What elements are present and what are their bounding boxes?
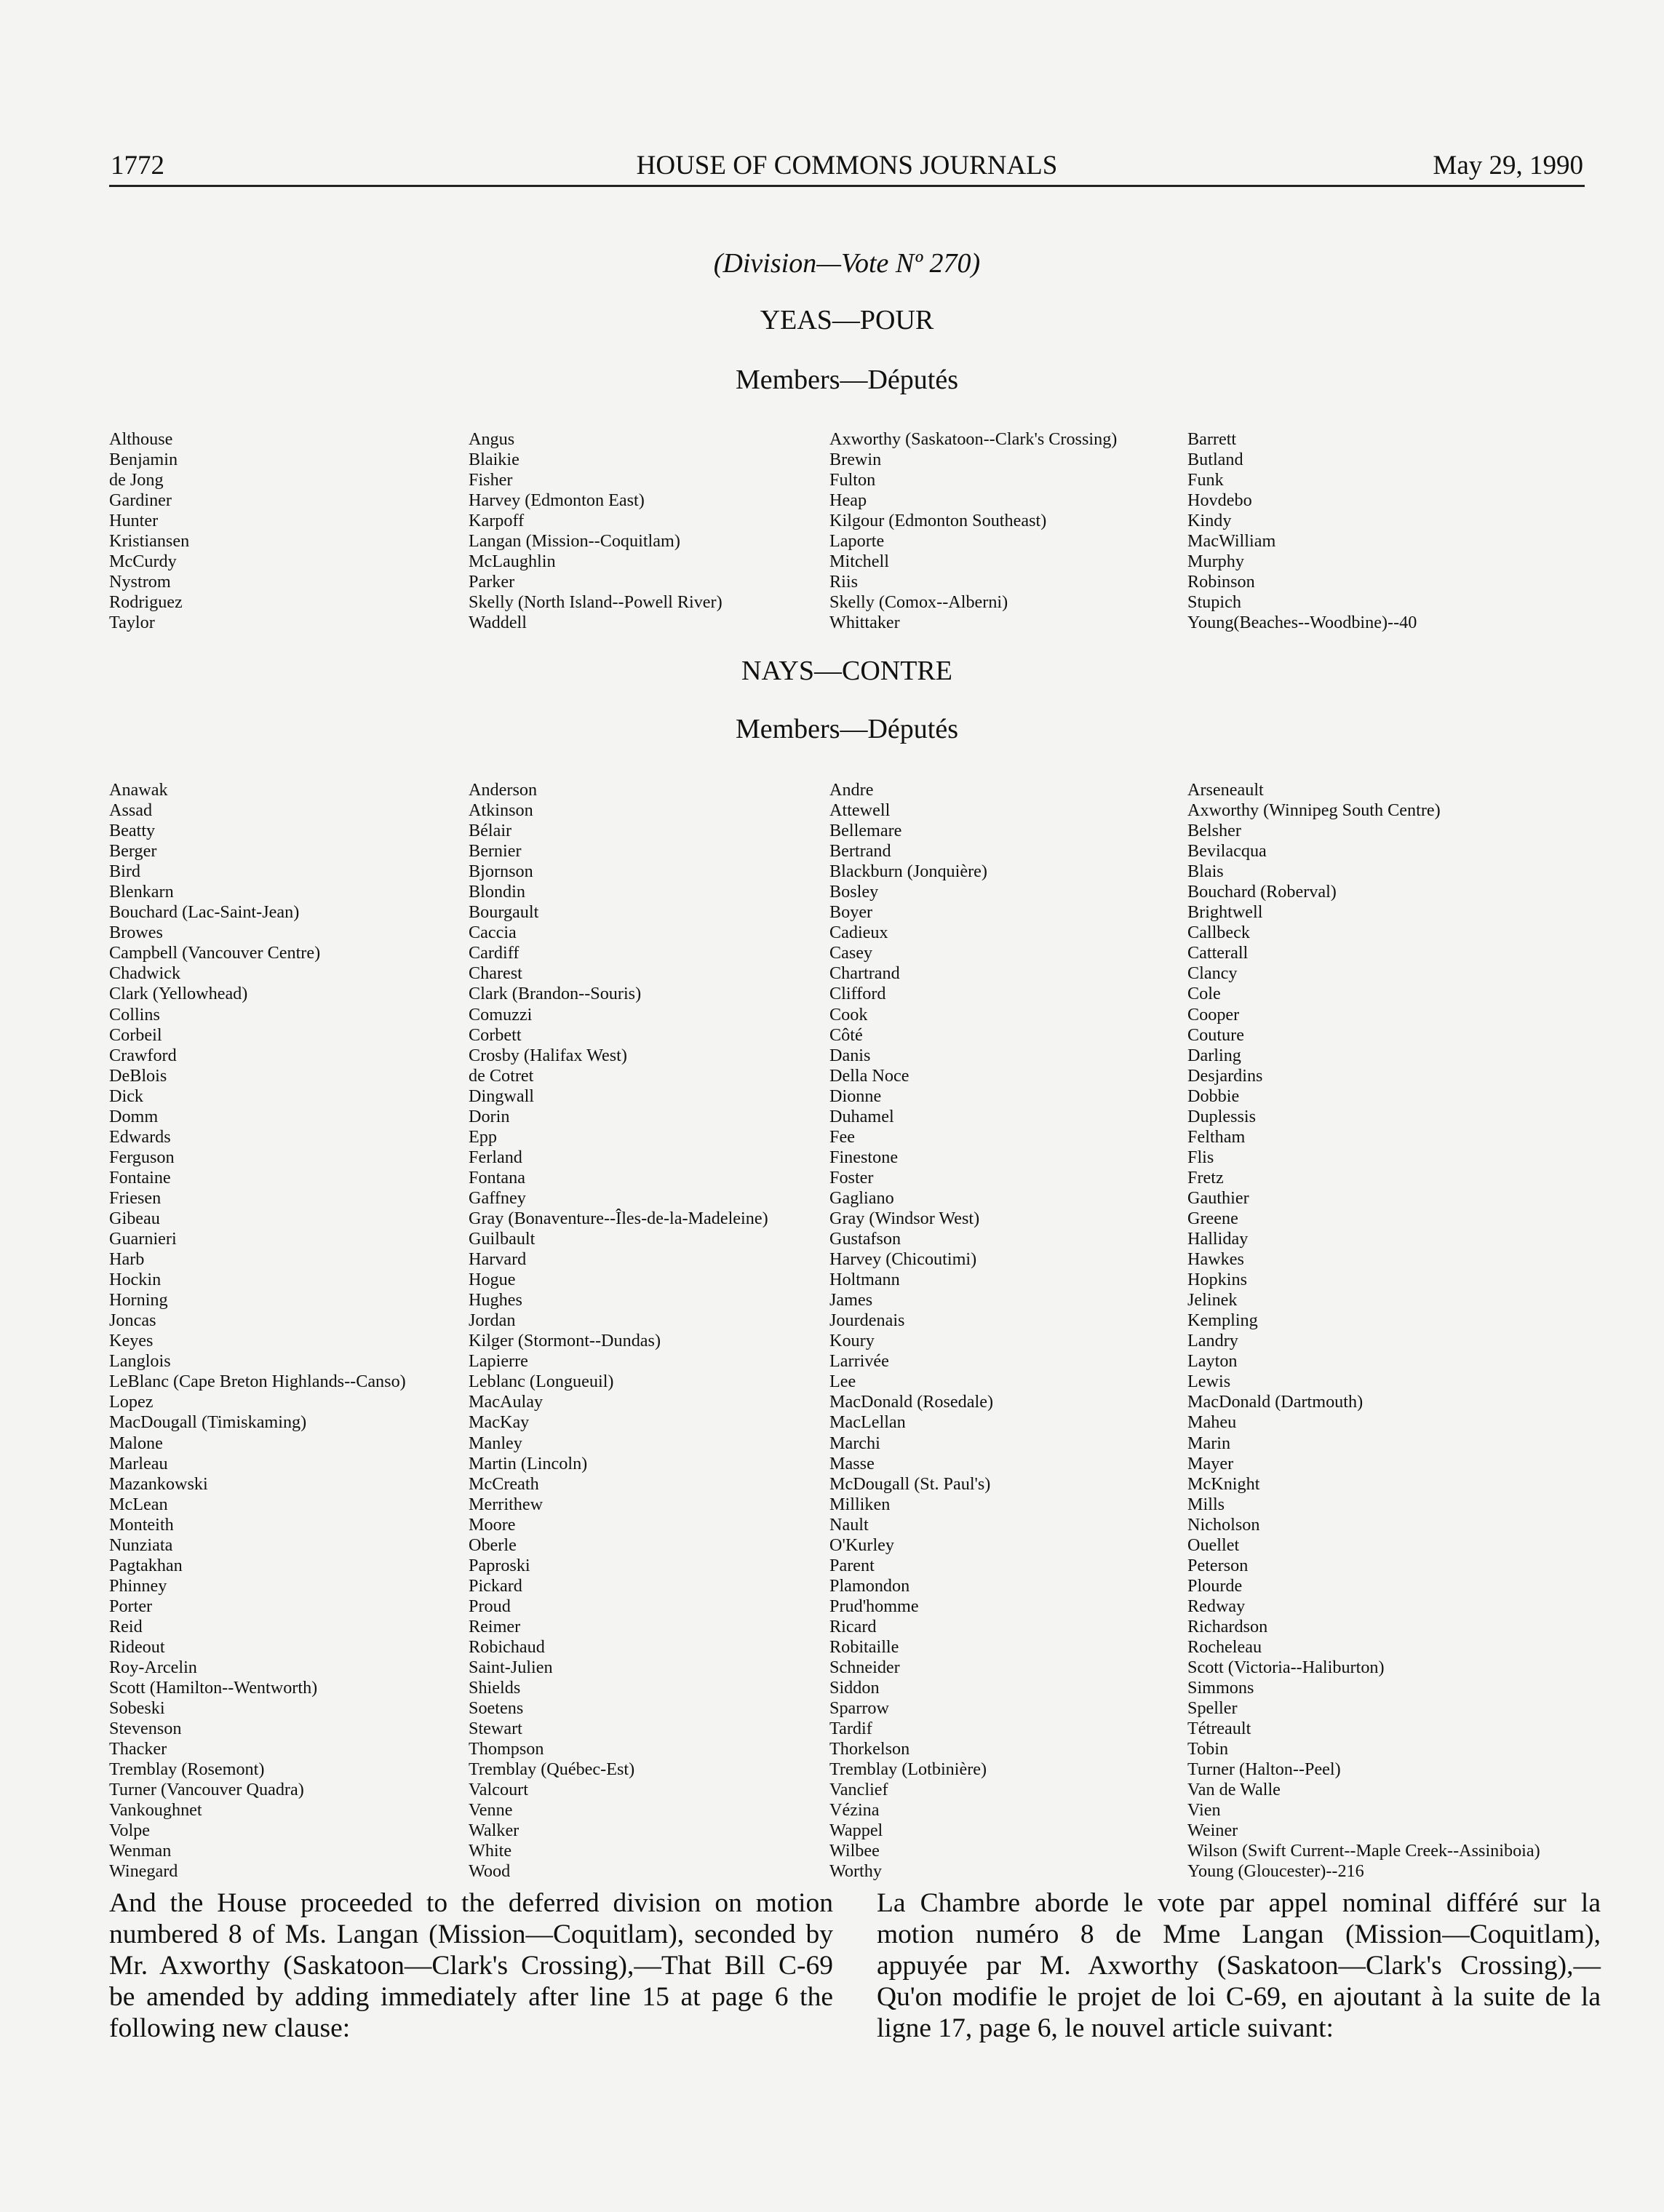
member-name: Thorkelson <box>829 1739 910 1759</box>
member-name: Berger <box>109 841 157 862</box>
member-name: Cook <box>829 1004 868 1025</box>
nays-column-3 <box>829 780 993 1882</box>
member-name: McKnight <box>1187 1473 1260 1494</box>
member-name: Heap <box>829 490 867 511</box>
nays-column-4 <box>1187 780 1540 1882</box>
member-name: Jordan <box>469 1310 516 1331</box>
member-name: Boyer <box>829 902 873 923</box>
member-name: Richardson <box>1187 1616 1268 1636</box>
yeas-column-2 <box>469 429 722 633</box>
member-name: Skelly (Comox--Alberni) <box>829 592 1008 613</box>
member-name: Bjornson <box>469 862 533 882</box>
member-name: Hawkes <box>1187 1249 1244 1270</box>
member-name: Riis <box>829 572 858 592</box>
member-name: de Jong <box>109 470 164 490</box>
member-name: MacDonald (Dartmouth) <box>1187 1392 1364 1412</box>
member-name: DeBlois <box>109 1065 167 1086</box>
member-name: Epp <box>469 1126 497 1147</box>
member-name: Oberle <box>469 1535 517 1555</box>
division-number: (Division—Vote Nº 270) <box>713 248 981 279</box>
member-name: Marin <box>1187 1433 1231 1453</box>
member-name: Bouchard (Lac-Saint-Jean) <box>109 902 300 923</box>
member-name: Wilbee <box>829 1841 880 1861</box>
member-name: Barrett <box>1187 429 1237 449</box>
member-name: Joncas <box>109 1310 156 1331</box>
member-name: Beatty <box>109 821 156 841</box>
member-name: Wappel <box>829 1821 883 1841</box>
member-name: Wenman <box>109 1841 172 1861</box>
member-name: Casey <box>829 943 873 963</box>
member-name: MacLellan <box>829 1412 906 1433</box>
member-name: Gardiner <box>109 490 172 511</box>
member-name: Martin (Lincoln) <box>469 1453 588 1473</box>
member-name: Rocheleau <box>1187 1636 1262 1657</box>
member-name: Greene <box>1187 1208 1238 1228</box>
member-name: Gibeau <box>109 1208 160 1228</box>
member-name: Bourgault <box>469 902 539 923</box>
member-name: Scott (Victoria--Haliburton) <box>1187 1658 1385 1678</box>
member-name: Guarnieri <box>109 1229 177 1249</box>
member-name: Parker <box>469 572 515 592</box>
member-name: Domm <box>109 1106 159 1126</box>
member-name: Cadieux <box>829 923 888 943</box>
member-name: Pickard <box>469 1575 522 1596</box>
member-name: Lopez <box>109 1392 154 1412</box>
member-name: Bevilacqua <box>1187 841 1267 862</box>
member-name: Tremblay (Québec-Est) <box>469 1759 635 1780</box>
member-name: Leblanc (Longueuil) <box>469 1372 614 1392</box>
member-name: MacAulay <box>469 1392 544 1412</box>
member-name: Scott (Hamilton--Wentworth) <box>109 1678 318 1698</box>
member-name: Wood <box>469 1861 511 1882</box>
member-name: Dick <box>109 1086 144 1106</box>
member-name: Blackburn (Jonquière) <box>829 862 987 882</box>
member-name: Gauthier <box>1187 1187 1249 1208</box>
member-name: Larrivée <box>829 1351 889 1372</box>
member-name: Lee <box>829 1372 856 1392</box>
member-name: Atkinson <box>469 800 533 821</box>
member-name: Stupich <box>1187 592 1241 613</box>
member-name: Harvard <box>469 1249 527 1270</box>
motion-text-english: And the House proceeded to the deferred division on motion numbered 8 of Ms. Langan (Mission—Coquitlam), seconded by Mr. Axworthy (Saskatoon—Clark's Crossing),—That Bill C-69 be amended by adding immediately after line 15 at page 6 the following new clause: <box>109 1888 833 2043</box>
member-name: Mitchell <box>829 552 889 572</box>
member-name: Foster <box>829 1167 874 1187</box>
member-name: McLean <box>109 1494 168 1514</box>
member-name: Valcourt <box>469 1780 528 1800</box>
member-name: MacDonald (Rosedale) <box>829 1392 993 1412</box>
member-name: Cardiff <box>469 943 519 963</box>
member-name: Hughes <box>469 1290 522 1310</box>
yeas-heading: YEAS—POUR <box>760 305 934 335</box>
member-name: Thacker <box>109 1739 167 1759</box>
member-name: White <box>469 1841 512 1861</box>
member-name: Tétreault <box>1187 1719 1251 1739</box>
member-name: Marleau <box>109 1453 168 1473</box>
member-name: Milliken <box>829 1494 891 1514</box>
member-name: Stewart <box>469 1719 522 1739</box>
member-name: Sobeski <box>109 1698 165 1719</box>
member-name: Turner (Vancouver Quadra) <box>109 1780 304 1800</box>
member-name: Feltham <box>1187 1126 1246 1147</box>
member-name: Côté <box>829 1025 863 1045</box>
member-name: Layton <box>1187 1351 1238 1372</box>
member-name: Holtmann <box>829 1270 900 1290</box>
member-name: Dobbie <box>1187 1086 1240 1106</box>
member-name: Halliday <box>1187 1229 1249 1249</box>
member-name: Guilbault <box>469 1229 536 1249</box>
member-name: Ouellet <box>1187 1535 1240 1555</box>
member-name: Lewis <box>1187 1372 1231 1392</box>
member-name: Crosby (Halifax West) <box>469 1045 627 1065</box>
member-name: Friesen <box>109 1187 162 1208</box>
member-name: Walker <box>469 1821 519 1841</box>
member-name: Desjardins <box>1187 1065 1263 1086</box>
member-name: Roy-Arcelin <box>109 1658 197 1678</box>
member-name: Edwards <box>109 1126 171 1147</box>
member-name: Kempling <box>1187 1310 1258 1331</box>
member-name: Karpoff <box>469 511 525 531</box>
member-name: Corbeil <box>109 1025 162 1045</box>
member-name: McCurdy <box>109 552 177 572</box>
member-name: Hunter <box>109 511 159 531</box>
member-name: Fretz <box>1187 1167 1224 1187</box>
member-name: Peterson <box>1187 1555 1249 1575</box>
member-name: Butland <box>1187 450 1243 470</box>
member-name: Wilson (Swift Current--Maple Creek--Assiniboia) <box>1187 1841 1540 1861</box>
member-name: Maheu <box>1187 1412 1237 1433</box>
member-name: Cole <box>1187 984 1221 1004</box>
member-name: Vien <box>1187 1800 1221 1821</box>
member-name: Marchi <box>829 1433 880 1453</box>
member-name: Tardif <box>829 1719 872 1739</box>
member-name: Dionne <box>829 1086 882 1106</box>
member-name: Speller <box>1187 1698 1238 1719</box>
member-name: Charest <box>469 963 522 984</box>
member-name: Harvey (Chicoutimi) <box>829 1249 977 1270</box>
member-name: Manley <box>469 1433 522 1453</box>
member-name: Worthy <box>829 1861 882 1882</box>
member-name: Prud'homme <box>829 1596 919 1616</box>
member-name: Chadwick <box>109 963 181 984</box>
member-name: Clancy <box>1187 963 1238 984</box>
member-name: Dorin <box>469 1106 510 1126</box>
member-name: Merrithew <box>469 1494 544 1514</box>
member-name: Rideout <box>109 1636 165 1657</box>
member-name: Vankoughnet <box>109 1800 202 1821</box>
member-name: de Cotret <box>469 1065 534 1086</box>
member-name: Corbett <box>469 1025 522 1045</box>
member-name: Harvey (Edmonton East) <box>469 490 645 511</box>
member-name: Collins <box>109 1004 160 1025</box>
member-name: Schneider <box>829 1658 900 1678</box>
member-name: LeBlanc (Cape Breton Highlands--Canso) <box>109 1372 406 1392</box>
member-name: Bernier <box>469 841 522 862</box>
member-name: Danis <box>829 1045 871 1065</box>
member-name: Kindy <box>1187 511 1232 531</box>
member-name: Bélair <box>469 821 512 841</box>
journal-title: HOUSE OF COMMONS JOURNALS <box>636 151 1058 180</box>
member-name: Axworthy (Saskatoon--Clark's Crossing) <box>829 429 1118 449</box>
member-name: McCreath <box>469 1473 539 1494</box>
member-name: Clark (Yellowhead) <box>109 984 248 1004</box>
member-name: Reid <box>109 1616 143 1636</box>
member-name: Blondin <box>469 882 525 902</box>
member-name: Clifford <box>829 984 886 1004</box>
member-name: Van de Walle <box>1187 1780 1281 1800</box>
member-name: Laporte <box>829 531 885 552</box>
member-name: Sparrow <box>829 1698 889 1719</box>
member-name: Funk <box>1187 470 1224 490</box>
member-name: Blais <box>1187 862 1224 882</box>
member-name: Hovdebo <box>1187 490 1252 511</box>
member-name: Pagtakhan <box>109 1555 183 1575</box>
member-name: Siddon <box>829 1678 880 1698</box>
member-name: Couture <box>1187 1025 1244 1045</box>
member-name: Robichaud <box>469 1636 545 1657</box>
motion-text-french: La Chambre aborde le vote par appel nominal différé sur la motion numéro 8 de Mme Langan (Mission—Coquitlam), appuyée par M. Axworthy (Saskatoon—Clark's Crossing),—Qu'on modifie le projet de loi C-69, en ajoutant à la suite de la ligne 17, page 6, le nouvel article suivant: <box>877 1888 1601 2043</box>
member-name: Duplessis <box>1187 1106 1257 1126</box>
member-name: Winegard <box>109 1861 178 1882</box>
member-name: Ferland <box>469 1147 522 1167</box>
nays-column-2 <box>469 780 768 1882</box>
member-name: Catterall <box>1187 943 1249 963</box>
member-name: Brightwell <box>1187 902 1263 923</box>
member-name: Althouse <box>109 429 173 449</box>
member-name: Mayer <box>1187 1453 1234 1473</box>
member-name: Shields <box>469 1678 521 1698</box>
member-name: Skelly (North Island--Powell River) <box>469 592 722 613</box>
member-name: Kilgour (Edmonton Southeast) <box>829 511 1047 531</box>
member-name: Nystrom <box>109 572 171 592</box>
member-name: Mills <box>1187 1494 1225 1514</box>
member-name: Dingwall <box>469 1086 535 1106</box>
member-name: Finestone <box>829 1147 899 1167</box>
member-name: Caccia <box>469 923 517 943</box>
member-name: Fulton <box>829 470 876 490</box>
member-name: Callbeck <box>1187 923 1250 943</box>
member-name: Vanclief <box>829 1780 888 1800</box>
member-name: Blenkarn <box>109 882 174 902</box>
member-name: James <box>829 1290 873 1310</box>
member-name: Waddell <box>469 613 527 633</box>
member-name: Taylor <box>109 613 155 633</box>
member-name: Campbell (Vancouver Centre) <box>109 943 321 963</box>
member-name: Whittaker <box>829 613 900 633</box>
member-name: Darling <box>1187 1045 1241 1065</box>
member-name: Hogue <box>469 1270 516 1290</box>
member-name: Malone <box>109 1433 163 1453</box>
member-name: Monteith <box>109 1514 174 1535</box>
member-name: Weiner <box>1187 1821 1238 1841</box>
member-name: Anawak <box>109 780 168 800</box>
member-name: Bosley <box>829 882 879 902</box>
member-name: Bird <box>109 862 141 882</box>
member-name: Vézina <box>829 1800 880 1821</box>
member-name: Browes <box>109 923 163 943</box>
journal-date: May 29, 1990 <box>1433 151 1583 180</box>
member-name: Horning <box>109 1290 168 1310</box>
member-name: Blaikie <box>469 450 519 470</box>
member-name: Young (Gloucester)--216 <box>1187 1861 1364 1882</box>
member-name: Comuzzi <box>469 1004 533 1025</box>
member-name: Tremblay (Lotbinière) <box>829 1759 987 1780</box>
member-name: MacKay <box>469 1412 530 1433</box>
yeas-members-heading: Members—Députés <box>735 365 959 395</box>
member-name: Fontaine <box>109 1167 171 1187</box>
member-name: Gray (Windsor West) <box>829 1208 980 1228</box>
member-name: Paproski <box>469 1555 530 1575</box>
member-name: Bellemare <box>829 821 902 841</box>
yeas-column-3 <box>829 429 1117 633</box>
member-name: Koury <box>829 1331 875 1351</box>
member-name: Hopkins <box>1187 1270 1247 1290</box>
member-name: Langlois <box>109 1351 171 1372</box>
member-name: Gray (Bonaventure--Îles-de-la-Madeleine) <box>469 1208 768 1228</box>
member-name: Lapierre <box>469 1351 528 1372</box>
member-name: Della Noce <box>829 1065 909 1086</box>
member-name: Crawford <box>109 1045 177 1065</box>
member-name: Fontana <box>469 1167 525 1187</box>
member-name: Fee <box>829 1126 855 1147</box>
nays-heading: NAYS—CONTRE <box>741 656 952 686</box>
member-name: Soetens <box>469 1698 524 1719</box>
member-name: Nault <box>829 1514 869 1535</box>
nays-column-1 <box>109 780 406 1882</box>
member-name: Attewell <box>829 800 891 821</box>
member-name: Brewin <box>829 450 882 470</box>
member-name: McLaughlin <box>469 552 556 572</box>
member-name: Saint-Julien <box>469 1658 553 1678</box>
member-name: Chartrand <box>829 963 900 984</box>
member-name: Moore <box>469 1514 516 1535</box>
member-name: Axworthy (Winnipeg South Centre) <box>1187 800 1441 821</box>
member-name: Stevenson <box>109 1719 182 1739</box>
member-name: Bertrand <box>829 841 891 862</box>
member-name: Phinney <box>109 1575 167 1596</box>
member-name: Reimer <box>469 1616 521 1636</box>
member-name: McDougall (St. Paul's) <box>829 1473 991 1494</box>
member-name: Gaffney <box>469 1187 526 1208</box>
member-name: Robitaille <box>829 1636 899 1657</box>
nays-members-heading: Members—Députés <box>735 714 959 744</box>
member-name: Ferguson <box>109 1147 175 1167</box>
yeas-column-1 <box>109 429 189 633</box>
member-name: Harb <box>109 1249 145 1270</box>
member-name: Tremblay (Rosemont) <box>109 1759 265 1780</box>
member-name: Mazankowski <box>109 1473 208 1494</box>
member-name: Jourdenais <box>829 1310 905 1331</box>
yeas-column-4 <box>1187 429 1417 633</box>
member-name: Plourde <box>1187 1575 1243 1596</box>
member-name: Langan (Mission--Coquitlam) <box>469 531 680 552</box>
member-name: Young(Beaches--Woodbine)--40 <box>1187 613 1417 633</box>
member-name: Benjamin <box>109 450 178 470</box>
member-name: Thompson <box>469 1739 544 1759</box>
member-name: Flis <box>1187 1147 1214 1167</box>
member-name: MacWilliam <box>1187 531 1276 552</box>
member-name: Redway <box>1187 1596 1246 1616</box>
page-number: 1772 <box>111 151 164 180</box>
member-name: Simmons <box>1187 1678 1254 1698</box>
member-name: Fisher <box>469 470 513 490</box>
member-name: Nicholson <box>1187 1514 1260 1535</box>
page-header <box>109 148 1585 187</box>
member-name: Plamondon <box>829 1575 910 1596</box>
member-name: Proud <box>469 1596 511 1616</box>
member-name: Kilger (Stormont--Dundas) <box>469 1331 661 1351</box>
member-name: Assad <box>109 800 153 821</box>
member-name: Gustafson <box>829 1229 901 1249</box>
member-name: Cooper <box>1187 1004 1240 1025</box>
member-name: Turner (Halton--Peel) <box>1187 1759 1341 1780</box>
member-name: Tobin <box>1187 1739 1229 1759</box>
member-name: Anderson <box>469 780 538 800</box>
member-name: Clark (Brandon--Souris) <box>469 984 642 1004</box>
member-name: MacDougall (Timiskaming) <box>109 1412 307 1433</box>
member-name: Venne <box>469 1800 513 1821</box>
member-name: Kristiansen <box>109 531 190 552</box>
member-name: Gagliano <box>829 1187 894 1208</box>
member-name: Porter <box>109 1596 153 1616</box>
member-name: Arseneault <box>1187 780 1264 800</box>
member-name: Jelinek <box>1187 1290 1238 1310</box>
member-name: O'Kurley <box>829 1535 894 1555</box>
member-name: Ricard <box>829 1616 877 1636</box>
member-name: Andre <box>829 780 874 800</box>
member-name: Angus <box>469 429 515 449</box>
member-name: Duhamel <box>829 1106 894 1126</box>
member-name: Parent <box>829 1555 875 1575</box>
member-name: Murphy <box>1187 552 1244 572</box>
member-name: Landry <box>1187 1331 1238 1351</box>
member-name: Belsher <box>1187 821 1241 841</box>
member-name: Bouchard (Roberval) <box>1187 882 1337 902</box>
member-name: Robinson <box>1187 572 1255 592</box>
member-name: Keyes <box>109 1331 154 1351</box>
member-name: Volpe <box>109 1821 150 1841</box>
member-name: Masse <box>829 1453 875 1473</box>
member-name: Rodriguez <box>109 592 183 613</box>
member-name: Nunziata <box>109 1535 173 1555</box>
member-name: Hockin <box>109 1270 162 1290</box>
